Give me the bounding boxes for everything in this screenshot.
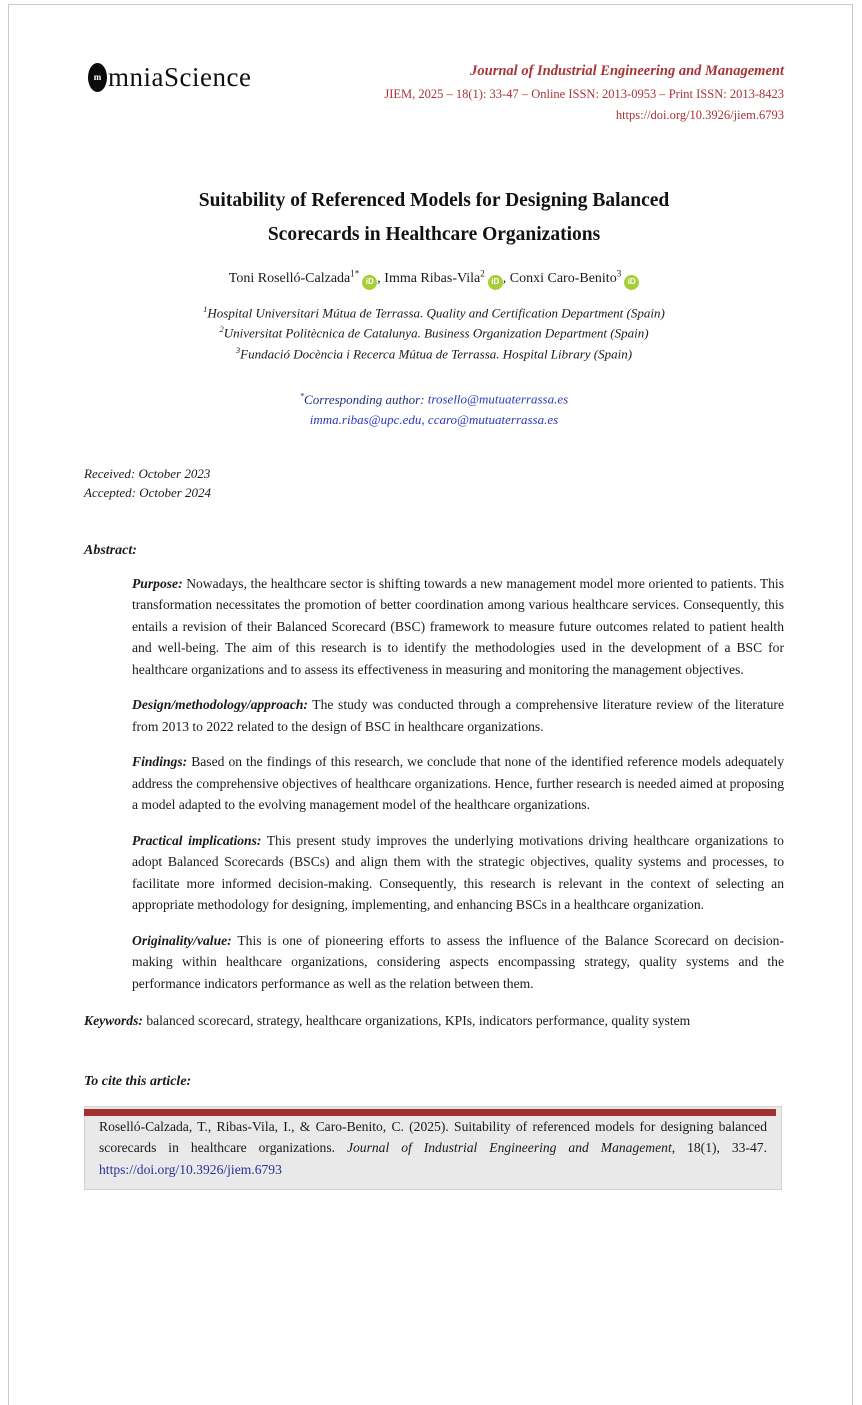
- author-sup: 3: [616, 268, 622, 279]
- email-link[interactable]: ccaro@mutuaterrassa.es: [424, 411, 559, 427]
- section-label: Purpose:: [132, 575, 183, 591]
- author: [509, 268, 639, 287]
- abstract-section-purpose: [132, 573, 784, 681]
- article-title-line1: Suitability of Referenced Models for Designing Balanced: [198, 189, 670, 211]
- section-text: This is one of pioneering efforts to assess the influence of the Balance Scorecard on decision-making within healthcare organizations, considering aspects encompassing strategy, quality systems and the performance indicators performance as well as the relation between them.: [132, 932, 784, 991]
- journal-issue-line: JIEM, 2025 – 18(1): 33-47 – Online ISSN: 2013-0953 – Print ISSN: 2013-8423: [384, 86, 784, 101]
- email-link[interactable]: trosello@mutuaterrassa.es: [427, 391, 569, 407]
- email-link[interactable]: imma.ribas@upc.edu,: [309, 411, 425, 427]
- section-label: Originality/value:: [132, 932, 232, 948]
- citation-text: , 18(1), 33-47.: [671, 1140, 767, 1156]
- author-name: Imma Ribas-Vila: [384, 271, 481, 287]
- abstract-section-practical: [132, 830, 784, 916]
- affiliation-line: $^1$Hospital Universitari Mútua de Terrassa. Quality and Certification Department (Spain): [203, 303, 665, 321]
- accepted-date: Accepted: October 2024: [84, 484, 212, 500]
- omniascience-logo: [88, 62, 251, 93]
- abstract-section-findings: [132, 751, 784, 816]
- corresponding-block: [84, 389, 784, 430]
- journal-doi-link[interactable]: https://doi.org/10.3926/jiem.6793: [615, 108, 784, 122]
- author-name: Toni Roselló-Calzada: [228, 271, 351, 287]
- abstract-section-originality: [132, 930, 784, 995]
- section-label: Design/methodology/approach:: [132, 697, 308, 713]
- affiliation-line: $^3$Fundació Docència i Recerca Mútua de Terrassa. Hospital Library (Spain): [235, 344, 633, 362]
- logo-text: mniaScience: [108, 62, 252, 92]
- corresponding-line2: [84, 410, 784, 430]
- author-sup: 2: [480, 268, 485, 279]
- abstract-heading: Abstract:: [84, 542, 137, 558]
- section-label: Findings:: [132, 754, 188, 770]
- authors-line: [84, 269, 784, 290]
- abstract-section-design: [132, 694, 784, 737]
- corresponding-line1: [84, 389, 784, 409]
- keywords-label: Keywords:: [84, 1013, 147, 1029]
- logo-o-icon: [88, 63, 107, 92]
- keywords-line: [84, 1010, 784, 1032]
- cite-heading: To cite this article:: [84, 1073, 192, 1089]
- orcid-icon[interactable]: iD: [488, 275, 503, 290]
- section-text: Based on the findings of this research, we conclude that none of the identified reference models adequately address the comprehensive objectives of healthcare organizations. Hence, further research is needed aimed at proposing a model adapted to the evolving management model of the healthcare organizations.: [132, 754, 784, 813]
- logo-o-inner-letter: m: [93, 72, 102, 82]
- orcid-icon[interactable]: iD: [362, 275, 377, 290]
- author: [228, 268, 385, 287]
- article-title: [84, 184, 784, 252]
- received-date: Received: October 2023: [84, 465, 211, 481]
- dates-block: [84, 465, 784, 503]
- author: [384, 268, 510, 287]
- author-name: Conxi Caro-Benito: [509, 271, 617, 287]
- article-title-line2: Scorecards in Healthcare Organizations: [267, 223, 601, 245]
- author-separator: ,: [377, 271, 385, 287]
- keywords-text: balanced scorecard, strategy, healthcare organizations, KPIs, indicators performance, quality system: [146, 1013, 691, 1029]
- page-header: [84, 56, 784, 122]
- journal-info: [384, 64, 784, 122]
- citation-text: Roselló-Calzada, T., Ribas-Vila, I., & Caro-Benito, C. (2025). Suitability of referenced models for designing balanced scorecards in healthcare organizations.: [99, 1118, 767, 1156]
- footer-rule: [84, 1109, 776, 1116]
- citation-journal-name: Journal of Industrial Engineering and Management: [346, 1140, 672, 1156]
- section-text: Nowadays, the healthcare sector is shifting towards a new management model more oriented to patients. This transformation necessitates the promotion of better coordination among various healthcare services. Consequently, this entails a revision of their Balanced Scorecard (BSC) framework to measure future outcomes related to patient health and well-being. The aim of this research is to identify the methodologies used in the development of a BSC for healthcare organizations and to assess its effectiveness in measuring and monitoring the management objectives.: [132, 575, 784, 677]
- section-text: This present study improves the underlying motivations driving healthcare organizations to adopt Balanced Scorecards (BSCs) and align them with the strategic objectives, quality systems and processes, to facilitate more informed decision-making. Consequently, this research is relevant in the context of selecting an appropriate methodology for designing, implementing, and enhancing BSCs in a healthcare organization.: [132, 832, 784, 913]
- page-content: [84, 0, 784, 1190]
- citation-doi-link[interactable]: https://doi.org/10.3926/jiem.6793: [99, 1161, 282, 1177]
- affiliation-line: $^2$Universitat Politècnica de Catalunya. Business Organization Department (Spain): [219, 324, 649, 341]
- section-label: Practical implications:: [132, 832, 262, 848]
- author-separator: ,: [502, 271, 510, 287]
- citation-box: [84, 1106, 782, 1191]
- journal-name: Journal of Industrial Engineering and Management: [470, 63, 784, 79]
- author-sup: 1*: [350, 268, 360, 279]
- section-text: The study was conducted through a comprehensive literature review of the literature from 2013 to 2022 related to the design of BSC in healthcare organizations.: [132, 697, 784, 734]
- corresponding-label: *Corresponding author:: [299, 390, 428, 407]
- affiliations: [84, 303, 784, 364]
- orcid-icon[interactable]: iD: [624, 275, 639, 290]
